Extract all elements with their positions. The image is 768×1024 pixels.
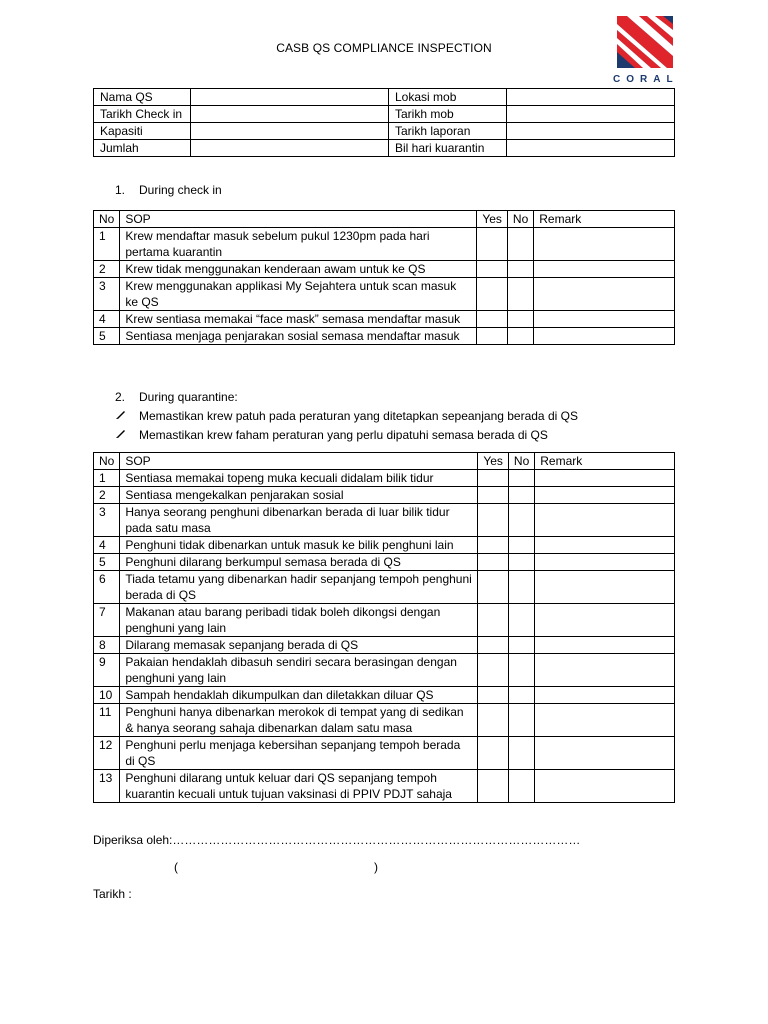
header-remark: Remark — [534, 211, 675, 228]
sop-text: Makanan atau barang peribadi tidak boleh dikongsi dengan penghuni yang lain — [120, 604, 478, 637]
table-row — [94, 554, 675, 571]
header-sop: SOP — [120, 453, 478, 470]
remark-cell[interactable] — [535, 654, 675, 687]
no-checkbox-cell[interactable] — [508, 654, 534, 687]
yes-checkbox-cell[interactable] — [477, 328, 508, 345]
pencil-icon — [115, 408, 139, 424]
table-row — [94, 228, 675, 261]
table-row — [94, 487, 675, 504]
remark-cell[interactable] — [535, 487, 675, 504]
yes-checkbox-cell[interactable] — [478, 537, 509, 554]
row-number: 3 — [94, 278, 120, 311]
sop-text: Penghuni tidak dibenarkan untuk masuk ke bilik penghuni lain — [120, 537, 478, 554]
info-label: Tarikh mob — [389, 106, 507, 123]
info-value-field[interactable] — [191, 123, 389, 140]
row-number: 8 — [94, 637, 120, 654]
row-number: 4 — [94, 311, 120, 328]
row-number: 5 — [94, 328, 120, 345]
info-value-field[interactable] — [191, 106, 389, 123]
remark-cell[interactable] — [535, 504, 675, 537]
row-number: 2 — [94, 487, 120, 504]
row-number: 4 — [94, 537, 120, 554]
row-number: 11 — [94, 704, 120, 737]
section1-title: During check in — [139, 183, 222, 197]
no-checkbox-cell[interactable] — [507, 261, 533, 278]
header-no: No — [94, 211, 120, 228]
remark-cell[interactable] — [534, 311, 675, 328]
row-number: 2 — [94, 261, 120, 278]
info-value-field[interactable] — [507, 89, 675, 106]
info-row — [94, 106, 675, 123]
table-row — [94, 604, 675, 637]
remark-cell[interactable] — [534, 278, 675, 311]
table-row — [94, 654, 675, 687]
sop-text: Krew tidak menggunakan kenderaan awam untuk ke QS — [120, 261, 477, 278]
paren-open: ( — [174, 860, 178, 874]
yes-checkbox-cell[interactable] — [478, 637, 509, 654]
remark-cell[interactable] — [534, 228, 675, 261]
remark-cell[interactable] — [535, 571, 675, 604]
row-number: 1 — [94, 228, 120, 261]
info-row — [94, 123, 675, 140]
remark-cell[interactable] — [535, 470, 675, 487]
info-row — [94, 89, 675, 106]
yes-checkbox-cell[interactable] — [478, 770, 509, 803]
bullet-text: Memastikan krew faham peraturan yang perlu dipatuhi semasa berada di QS — [139, 428, 548, 442]
no-checkbox-cell[interactable] — [507, 228, 533, 261]
info-label: Nama QS — [94, 89, 191, 106]
section1-heading — [115, 184, 222, 198]
yes-checkbox-cell[interactable] — [478, 737, 509, 770]
remark-cell[interactable] — [535, 604, 675, 637]
yes-checkbox-cell[interactable] — [478, 554, 509, 571]
remark-cell[interactable] — [534, 261, 675, 278]
table-row — [94, 278, 675, 311]
yes-checkbox-cell[interactable] — [478, 604, 509, 637]
section2-title: During quarantine: — [139, 390, 238, 404]
row-number: 5 — [94, 554, 120, 571]
remark-cell[interactable] — [535, 687, 675, 704]
yes-checkbox-cell[interactable] — [477, 311, 508, 328]
yes-checkbox-cell[interactable] — [477, 278, 508, 311]
no-checkbox-cell[interactable] — [508, 571, 534, 604]
yes-checkbox-cell[interactable] — [477, 228, 508, 261]
yes-checkbox-cell[interactable] — [478, 687, 509, 704]
header-no-answer: No — [507, 211, 533, 228]
no-checkbox-cell[interactable] — [508, 604, 534, 637]
checkin-sop-table — [93, 210, 675, 345]
bullet-item — [115, 427, 548, 443]
no-checkbox-cell[interactable] — [508, 737, 534, 770]
sop-text: Sentiasa memakai topeng muka kecuali didalam bilik tidur — [120, 470, 478, 487]
row-number: 9 — [94, 654, 120, 687]
section2-number: 2. — [115, 390, 126, 404]
sop-text: Tiada tetamu yang dibenarkan hadir sepanjang tempoh penghuni berada di QS — [120, 571, 478, 604]
row-number: 10 — [94, 687, 120, 704]
header-no: No — [94, 453, 120, 470]
info-table — [93, 88, 675, 157]
header-sop: SOP — [120, 211, 477, 228]
table-row — [94, 311, 675, 328]
sop-text: Dilarang memasak sepanjang berada di QS — [120, 637, 478, 654]
pencil-icon — [115, 427, 139, 443]
table-row — [94, 328, 675, 345]
yes-checkbox-cell[interactable] — [478, 470, 509, 487]
info-value-field[interactable] — [507, 140, 675, 157]
yes-checkbox-cell[interactable] — [478, 571, 509, 604]
sop-text: Sentiasa menjaga penjarakan sosial semasa mendaftar masuk — [120, 328, 477, 345]
no-checkbox-cell[interactable] — [507, 311, 533, 328]
document-title: CASB QS COMPLIANCE INSPECTION — [276, 41, 492, 55]
table-row — [94, 261, 675, 278]
row-number: 1 — [94, 470, 120, 487]
header-yes: Yes — [477, 211, 508, 228]
no-checkbox-cell[interactable] — [507, 278, 533, 311]
sop-text: Sentiasa mengekalkan penjarakan sosial — [120, 487, 478, 504]
table-row — [94, 504, 675, 537]
sop-text: Krew sentiasa memakai “face mask” semasa mendaftar masuk — [120, 311, 477, 328]
no-checkbox-cell[interactable] — [508, 487, 534, 504]
header-remark: Remark — [535, 453, 675, 470]
bullet-item — [115, 408, 578, 424]
remark-cell[interactable] — [535, 637, 675, 654]
table-row — [94, 470, 675, 487]
no-checkbox-cell[interactable] — [507, 328, 533, 345]
no-checkbox-cell[interactable] — [508, 770, 534, 803]
info-row — [94, 140, 675, 157]
yes-checkbox-cell[interactable] — [478, 654, 509, 687]
sop-text: Hanya seorang penghuni dibenarkan berada di luar bilik tidur pada satu masa — [120, 504, 478, 537]
row-number: 12 — [94, 737, 120, 770]
yes-checkbox-cell[interactable] — [478, 704, 509, 737]
remark-cell[interactable] — [535, 537, 675, 554]
info-label: Kapasiti — [94, 123, 191, 140]
checked-by-line: Diperiksa oleh:………………………………………………………………………………………… — [93, 833, 581, 847]
info-value-field[interactable] — [507, 123, 675, 140]
remark-cell[interactable] — [535, 737, 675, 770]
sop-text: Krew mendaftar masuk sebelum pukul 1230pm pada hari pertama kuarantin — [120, 228, 477, 261]
info-label: Tarikh laporan — [389, 123, 507, 140]
logo-wordmark: CORAL — [613, 74, 679, 85]
yes-checkbox-cell[interactable] — [477, 261, 508, 278]
sop-text: Penghuni dilarang berkumpul semasa berada di QS — [120, 554, 478, 571]
coral-logo — [617, 16, 673, 68]
remark-cell[interactable] — [535, 770, 675, 803]
no-checkbox-cell[interactable] — [508, 687, 534, 704]
info-label: Bil hari kuarantin — [389, 140, 507, 157]
sop-text: Pakaian hendaklah dibasuh sendiri secara berasingan dengan penghuni yang lain — [120, 654, 478, 687]
date-label: Tarikh : — [93, 887, 132, 901]
info-label: Jumlah — [94, 140, 191, 157]
no-checkbox-cell[interactable] — [508, 470, 534, 487]
no-checkbox-cell[interactable] — [508, 504, 534, 537]
remark-cell[interactable] — [535, 704, 675, 737]
table-row — [94, 770, 675, 803]
header-no-answer: No — [508, 453, 534, 470]
row-number: 13 — [94, 770, 120, 803]
info-value-field[interactable] — [191, 89, 389, 106]
row-number: 3 — [94, 504, 120, 537]
remark-cell[interactable] — [535, 554, 675, 571]
table-row — [94, 571, 675, 604]
yes-checkbox-cell[interactable] — [478, 487, 509, 504]
sop-text: Penghuni perlu menjaga kebersihan sepanjang tempoh berada di QS — [120, 737, 478, 770]
section1-number: 1. — [115, 183, 126, 197]
table-row — [94, 537, 675, 554]
table-row — [94, 737, 675, 770]
table-row — [94, 704, 675, 737]
info-value-field[interactable] — [507, 106, 675, 123]
no-checkbox-cell[interactable] — [508, 554, 534, 571]
paren-close: ) — [374, 860, 378, 874]
row-number: 7 — [94, 604, 120, 637]
quarantine-sop-table — [93, 452, 675, 803]
no-checkbox-cell[interactable] — [508, 637, 534, 654]
no-checkbox-cell[interactable] — [508, 537, 534, 554]
table-row — [94, 687, 675, 704]
info-value-field[interactable] — [191, 140, 389, 157]
sop-text: Penghuni hanya dibenarkan merokok di tempat yang di sedikan & hanya seorang sahaja dibenarkan dalam satu masa — [120, 704, 478, 737]
sop-text: Penghuni dilarang untuk keluar dari QS sepanjang tempoh kuarantin kecuali untuk tujuan vaksinasi di PPIV PDJT sahaja — [120, 770, 478, 803]
header-yes: Yes — [478, 453, 509, 470]
row-number: 6 — [94, 571, 120, 604]
section2-heading — [115, 391, 238, 405]
yes-checkbox-cell[interactable] — [478, 504, 509, 537]
no-checkbox-cell[interactable] — [508, 704, 534, 737]
sop-text: Krew menggunakan applikasi My Sejahtera untuk scan masuk ke QS — [120, 278, 477, 311]
table-header-row — [94, 453, 675, 470]
info-label: Lokasi mob — [389, 89, 507, 106]
table-row — [94, 637, 675, 654]
bullet-text: Memastikan krew patuh pada peraturan yang ditetapkan sepeanjang berada di QS — [139, 409, 578, 423]
remark-cell[interactable] — [534, 328, 675, 345]
table-header-row — [94, 211, 675, 228]
sop-text: Sampah hendaklah dikumpulkan dan diletakkan diluar QS — [120, 687, 478, 704]
info-label: Tarikh Check in — [94, 106, 191, 123]
